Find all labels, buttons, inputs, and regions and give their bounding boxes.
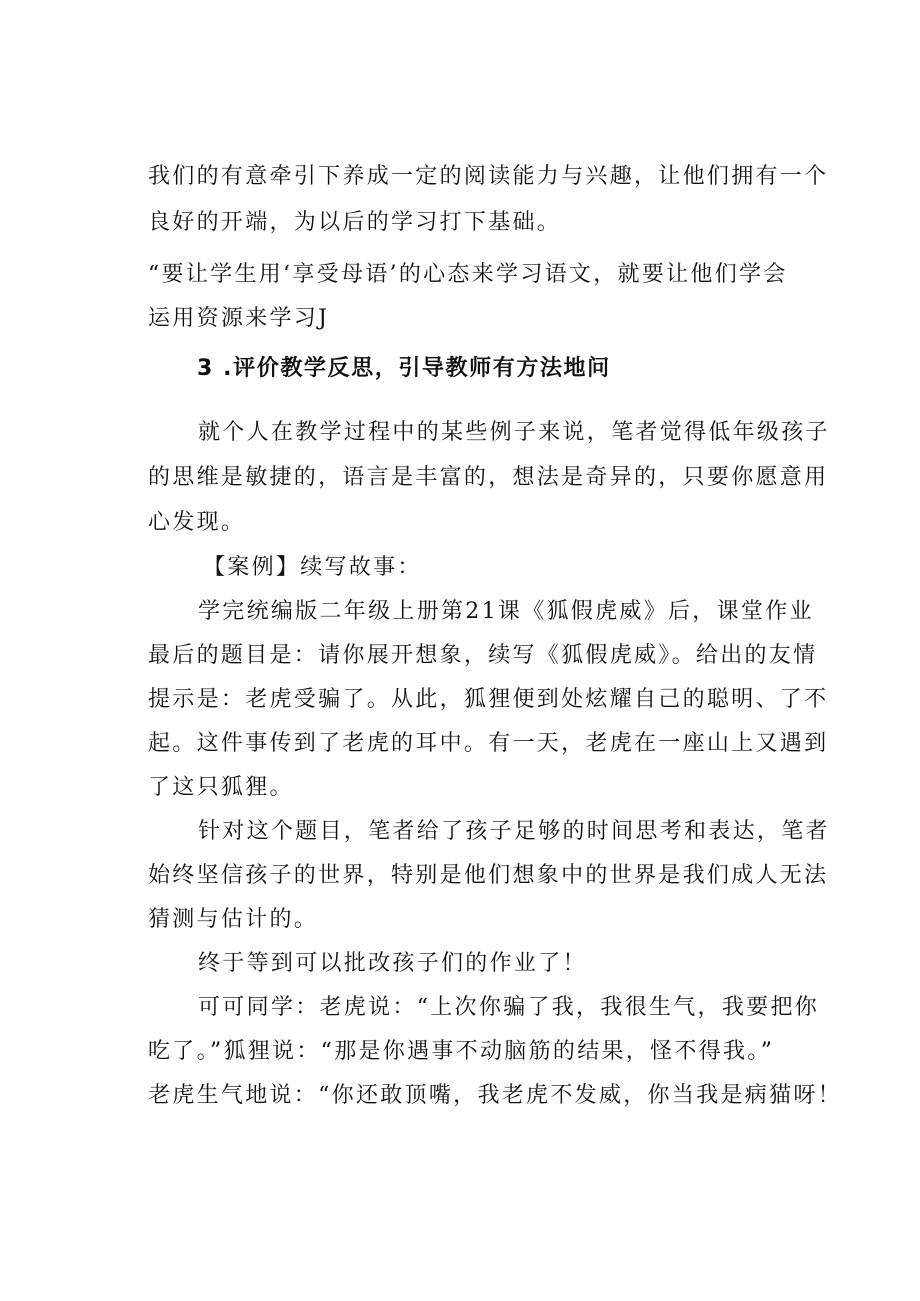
paragraph-4-line-4: 起。这件事传到了老虎的耳中。有一天，老虎在一座山上又遇到: [148, 731, 829, 756]
paragraph-6: 终于等到可以批改孩子们的作业了！: [198, 951, 587, 976]
paragraph-2-line-2: 运用资源来学习J: [148, 306, 330, 331]
section-heading: 3 .评价教学反思，引导教师有方法地问: [197, 356, 611, 381]
paragraph-7-line-2: 吃了。”狐狸说：“那是你遇事不动脑筋的结果，怪不得我。”: [148, 1039, 775, 1064]
paragraph-4-line-5: 了这只狐狸。: [148, 775, 294, 800]
paragraph-5-line-1: 针对这个题目，笔者给了孩子足够的时间思考和表达，笔者: [198, 819, 830, 844]
paragraph-5-line-2: 始终坚信孩子的世界，特别是他们想象中的世界是我们成人无法: [148, 863, 829, 888]
paragraph-3-line-2: 的思维是敏捷的，语言是丰富的，想法是奇异的，只要你愿意用: [148, 465, 829, 490]
paragraph-4-line-1: 学完统编版二年级上册第21课《狐假虎威》后，课堂作业: [198, 599, 814, 624]
paragraph-1-line-2: 良好的开端，为以后的学习打下基础。: [148, 210, 562, 235]
paragraph-4-line-3: 提示是：老虎受骗了。从此，狐狸便到处炫耀自己的聪明、了不: [148, 687, 829, 712]
paragraph-3-line-1: 就个人在教学过程中的某些例子来说，笔者觉得低年级孩子: [198, 420, 830, 445]
paragraph-5-line-3: 猜测与估计的。: [148, 907, 319, 932]
paragraph-1-line-1: 我们的有意牵引下养成一定的阅读能力与兴趣，让他们拥有一个: [148, 164, 829, 189]
paragraph-7-line-1: 可可同学：老虎说：“上次你骗了我，我很生气，我要把你: [198, 995, 820, 1020]
case-label: 【案例】续写故事：: [203, 555, 422, 580]
paragraph-7-line-3: 老虎生气地说：“你还敢顶嘴，我老虎不发威，你当我是病猫呀！: [148, 1083, 842, 1108]
paragraph-2-line-1: “要让学生用‘享受母语’的心态来学习语文，就要让他们学会: [148, 262, 788, 287]
paragraph-4-line-2: 最后的题目是：请你展开想象，续写《狐假虎威》。给出的友情: [148, 643, 818, 668]
paragraph-3-line-3: 心发现。: [148, 510, 246, 535]
